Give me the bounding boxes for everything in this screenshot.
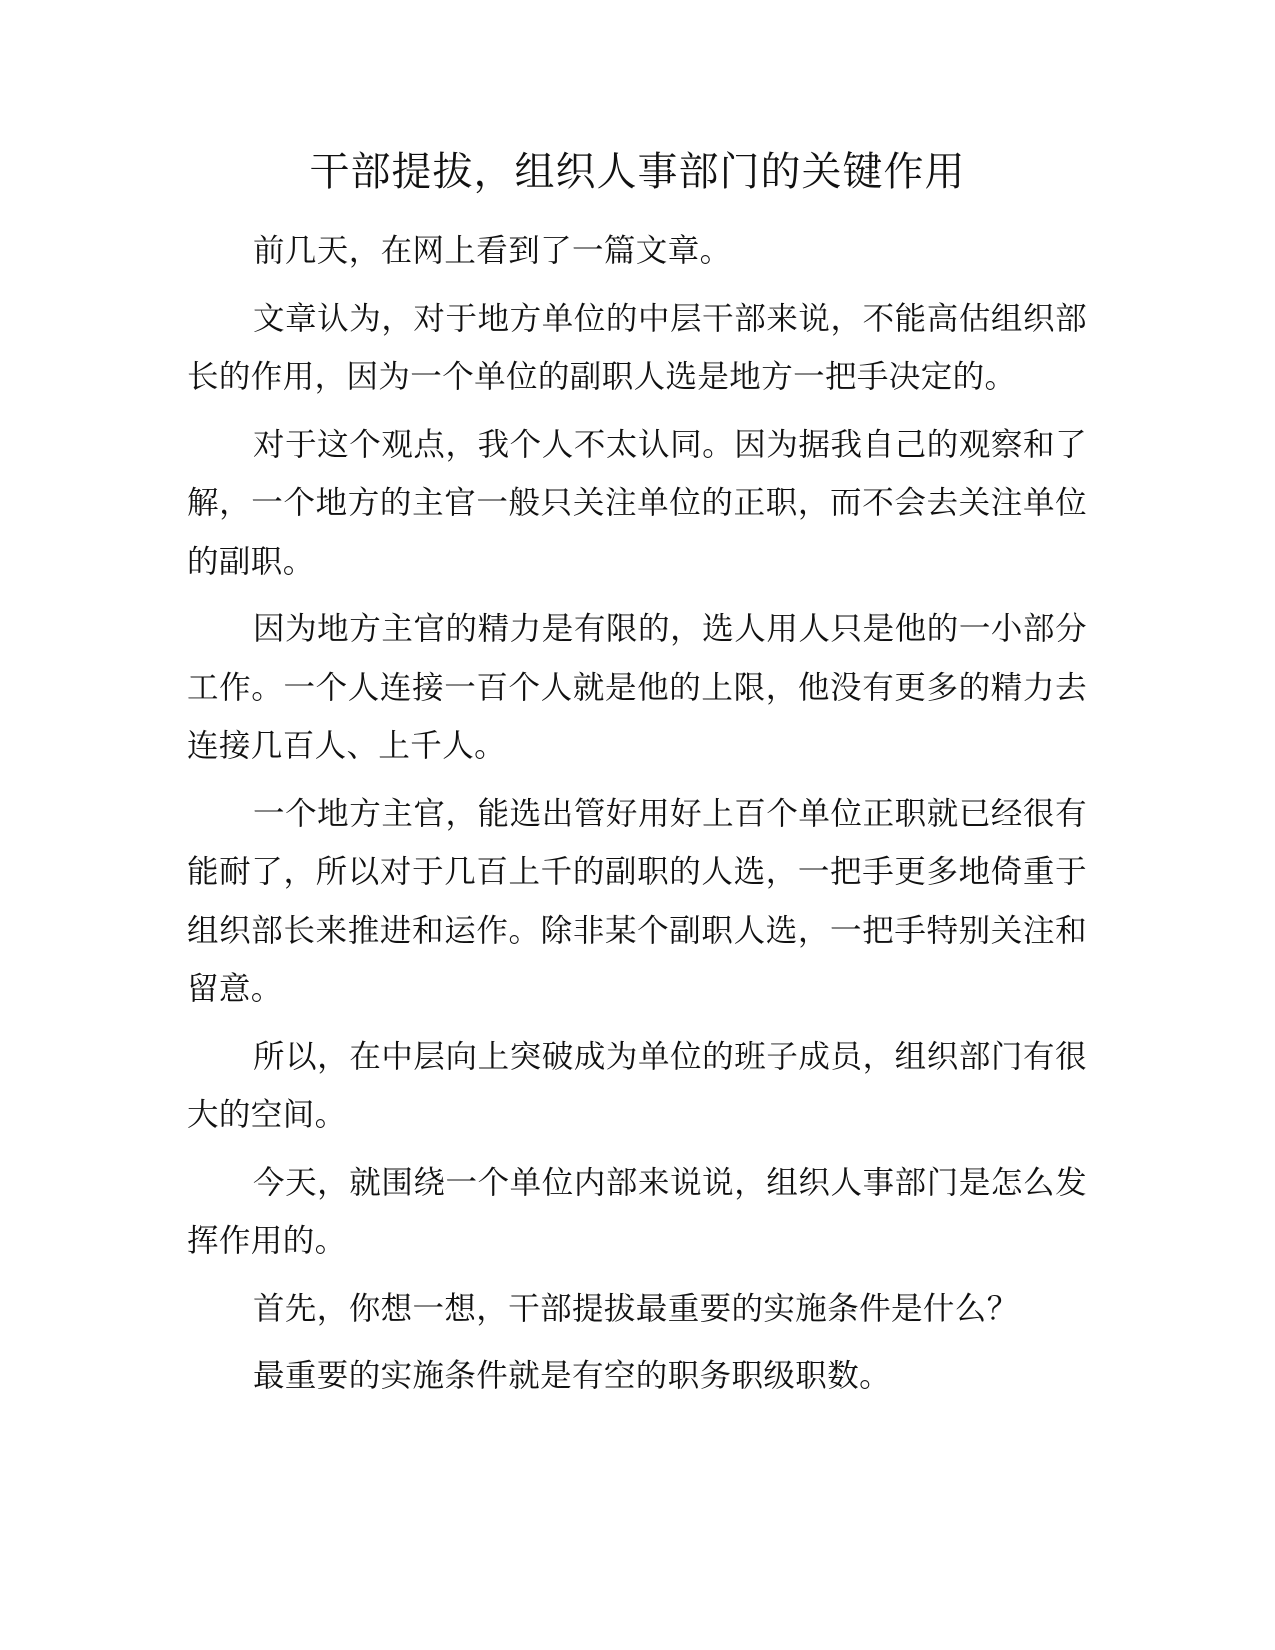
paragraph: 因为地方主官的精力是有限的，选人用人只是他的一小部分工作。一个人连接一百个人就是他的上限，他没有更多的精力去连接几百人、上千人。 (187, 611, 1087, 764)
paragraph: 一个地方主官，能选出管好用好上百个单位正职就已经很有能耐了，所以对于几百上千的副职的人选，一把手更多地倚重于组织部长来推进和运作。除非某个副职人选，一把手特别关注和留意。 (187, 795, 1087, 1007)
document-body (187, 222, 1087, 1415)
paragraph: 前几天，在网上看到了一篇文章。 (253, 233, 732, 269)
document-title: 干部提拔，组织人事部门的关键作用 (309, 149, 966, 195)
paragraph: 首先，你想一想，干部提拔最重要的实施条件是什么？ (253, 1290, 1019, 1327)
paragraph: 所以，在中层向上突破成为单位的班子成员，组织部门有很大的空间。 (187, 1038, 1087, 1133)
paragraph: 今天，就围绕一个单位内部来说说，组织人事部门是怎么发挥作用的。 (187, 1164, 1087, 1259)
paragraph: 最重要的实施条件就是有空的职务职级职数。 (253, 1358, 892, 1394)
paragraph: 对于这个观点，我个人不太认同。因为据我自己的观察和了解，一个地方的主官一般只关注单位的正职，而不会去关注单位的副职。 (187, 426, 1087, 580)
paragraph: 文章认为，对于地方单位的中层干部来说，不能高估组织部长的作用，因为一个单位的副职人选是地方一把手决定的。 (187, 300, 1087, 395)
